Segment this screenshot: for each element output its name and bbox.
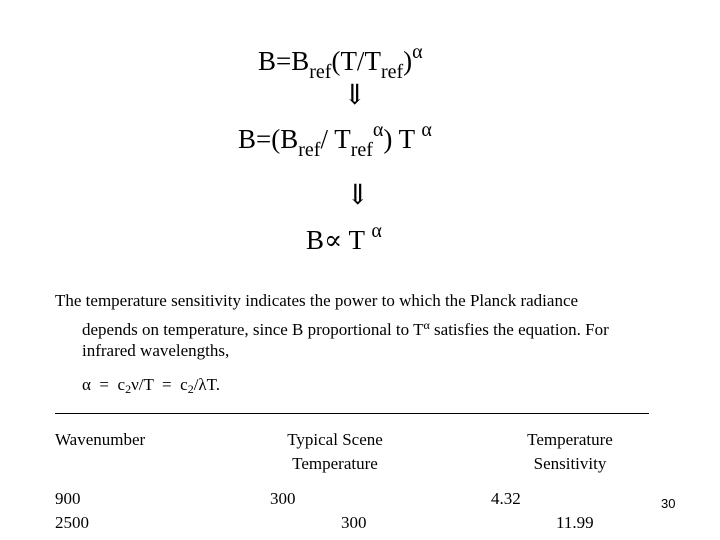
table-row-1-sensitivity: 4.32 bbox=[491, 489, 521, 508]
equation-line-1 bbox=[258, 41, 423, 83]
paragraph-line-3: infrared wavelengths, bbox=[82, 341, 230, 360]
header-wavenumber: Wavenumber bbox=[55, 430, 146, 449]
formula-nu: ν/T = c bbox=[131, 375, 188, 394]
eq1-sub-ref: ref bbox=[309, 61, 332, 83]
header-scene-line-2: Temperature bbox=[292, 454, 378, 473]
eq1-sub-ref-2: ref bbox=[380, 61, 404, 83]
eq2-sub-ref-2: ref bbox=[350, 139, 373, 161]
eq1-alpha: α bbox=[412, 41, 423, 63]
eq2-sub-ref: ref bbox=[298, 139, 321, 161]
header-scene-temperature bbox=[270, 428, 400, 476]
eq2-alpha-1: α bbox=[372, 119, 384, 141]
eq1-b: B=B bbox=[258, 46, 310, 76]
header-sens-line-1: Temperature bbox=[527, 430, 613, 449]
eq3-alpha: α bbox=[371, 220, 382, 242]
header-scene-line-1: Typical Scene bbox=[287, 430, 383, 449]
para2-b: satisfies the equation. For bbox=[429, 320, 609, 339]
implies-arrow-1: ⇓ bbox=[343, 80, 367, 111]
formula-alpha: α bbox=[82, 375, 91, 394]
horizontal-rule bbox=[55, 413, 649, 414]
eq2-mid: / T bbox=[320, 124, 351, 154]
header-sens-line-2: Sensitivity bbox=[533, 454, 607, 473]
para2-alpha: α bbox=[423, 318, 430, 332]
formula-end: /λT. bbox=[193, 375, 221, 394]
eq1-close: ) bbox=[403, 46, 413, 76]
table-row-1-wavenumber: 900 bbox=[55, 489, 81, 508]
eq3-t: T bbox=[342, 225, 372, 255]
header-temperature-sensitivity bbox=[505, 428, 635, 476]
paragraph-line-1: The temperature sensitivity indicates the power to which the Planck radiance bbox=[55, 291, 579, 310]
proportional-symbol: ∝ bbox=[324, 225, 343, 255]
alpha-formula bbox=[82, 372, 220, 402]
table-row-2-wavenumber: 2500 bbox=[55, 513, 89, 532]
eq3-b: B bbox=[306, 225, 325, 255]
formula-sub-1: 2 bbox=[125, 382, 132, 396]
eq2-a: B=(B bbox=[238, 124, 299, 154]
para2-a: depends on temperature, since B proportional to T bbox=[82, 320, 424, 339]
table-row-2-scene-temp: 300 bbox=[341, 513, 367, 532]
eq2-alpha-2: α bbox=[421, 119, 432, 141]
eq2-close: ) T bbox=[383, 124, 422, 154]
table-row-1-scene-temp: 300 bbox=[270, 489, 296, 508]
eq1-mid: (T/T bbox=[331, 46, 381, 76]
formula-sub-2: 2 bbox=[187, 382, 194, 396]
equation-line-3 bbox=[306, 220, 382, 256]
page-number: 30 bbox=[661, 496, 676, 511]
equation-line-2 bbox=[238, 119, 432, 161]
table-row-2-sensitivity: 11.99 bbox=[556, 513, 594, 532]
implies-arrow-2: ⇓ bbox=[346, 180, 370, 211]
formula-eq1: = c bbox=[90, 375, 126, 394]
